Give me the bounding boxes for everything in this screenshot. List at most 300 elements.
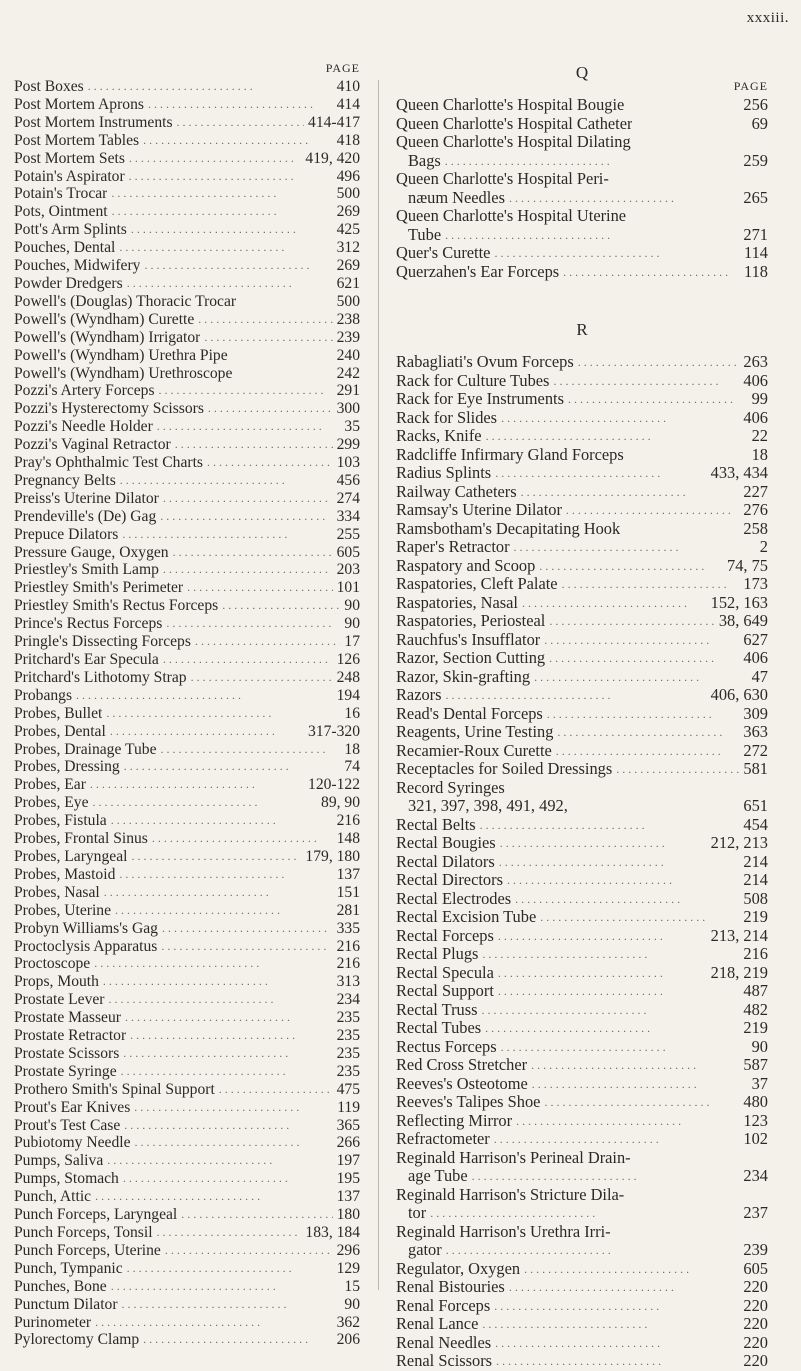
entry-name: Post Boxes	[14, 78, 84, 95]
entry-name: Renal Scissors	[396, 1352, 493, 1370]
index-entry	[396, 1130, 768, 1149]
index-entry	[396, 612, 768, 631]
leader-dots	[482, 945, 739, 964]
entry-name: Rectal Tubes	[396, 1019, 482, 1037]
leader-dots	[547, 705, 740, 724]
entry-name: Prostate Retractor	[14, 1027, 127, 1045]
entry-page: 276	[743, 500, 768, 519]
leader-dots	[123, 1170, 333, 1188]
index-entry	[14, 78, 360, 96]
entry-page: 35	[344, 418, 360, 436]
entry-name: Pritchard's Lithotomy Strap	[14, 668, 187, 686]
leader-dots	[127, 275, 333, 293]
entry-page: 220	[743, 1351, 768, 1370]
entry-name: Tube	[408, 225, 442, 244]
entry-page: 234	[743, 1166, 768, 1185]
entry-page: 313	[336, 973, 360, 991]
index-entry	[14, 382, 360, 400]
index-entry	[14, 848, 360, 866]
index-entry	[396, 575, 768, 594]
leader-dots	[159, 382, 333, 400]
entry-name: Renal Lance	[396, 1315, 479, 1333]
index-entry	[14, 794, 360, 812]
entry-page: 239	[743, 1240, 768, 1259]
index-entry	[14, 597, 360, 615]
entry-name: Prostate Masseur	[14, 1009, 121, 1027]
entry-page: 216	[336, 937, 360, 955]
entry-name: Pray's Ophthalmic Test Charts	[14, 454, 203, 472]
index-entry	[396, 390, 768, 409]
index-entry	[14, 1134, 360, 1152]
entry-name: Rectal Dilators	[396, 852, 495, 871]
leader-dots	[524, 1260, 739, 1279]
entry-name: Rack for Slides	[396, 408, 498, 427]
entry-name: Read's Dental Forceps	[396, 704, 543, 723]
index-entry	[396, 464, 768, 483]
entry-name: Pumps, Saliva	[14, 1152, 104, 1170]
page-number: xxxiii.	[746, 10, 789, 26]
index-entry	[396, 1075, 768, 1094]
leader-dots	[163, 651, 333, 669]
entry-name: Pubiotomy Needle	[14, 1134, 131, 1152]
index-entry	[14, 902, 360, 920]
index-entry	[14, 454, 360, 472]
leader-dots	[219, 1081, 333, 1099]
entry-page: 309	[743, 703, 768, 723]
entry-name: Probes, Bullet	[14, 704, 103, 722]
entry-page: 212, 213	[710, 833, 768, 852]
index-entry	[396, 1019, 768, 1038]
entry-name: age Tube	[408, 1167, 468, 1185]
index-entry	[14, 275, 360, 293]
entry-page: 90	[344, 597, 360, 615]
entry-page: 180	[336, 1206, 360, 1224]
entry-page: 266	[336, 1134, 360, 1152]
index-entry	[396, 1204, 768, 1223]
index-entry	[14, 221, 360, 239]
entry-name: Regulator, Oxygen	[396, 1259, 521, 1278]
entry-name: Railway Catheters	[396, 482, 517, 501]
entry-page: 114	[744, 243, 768, 262]
index-entry	[396, 372, 768, 391]
index-entry	[396, 834, 768, 853]
leader-dots	[544, 631, 739, 650]
index-entry	[396, 945, 768, 964]
entry-page: 500	[336, 292, 360, 310]
entry-page: 74	[344, 758, 360, 776]
entry-name: Reginald Harrison's Urethra Irri-	[396, 1222, 611, 1241]
index-entry	[14, 1117, 360, 1135]
entry-page: 118	[744, 261, 768, 281]
index-entry	[396, 668, 768, 687]
index-entry	[14, 293, 360, 311]
entry-name: Probes, Laryngeal	[14, 847, 128, 865]
entry-page: 90	[751, 1036, 768, 1056]
leader-dots	[165, 1242, 333, 1260]
leader-dots	[111, 1278, 341, 1296]
entry-page: 102	[743, 1129, 768, 1148]
index-entry	[14, 114, 360, 132]
entry-name: Priestley Smith's Rectus Forceps	[14, 597, 219, 615]
index-entry	[14, 776, 360, 794]
entry-page: 234	[336, 991, 360, 1009]
leader-dots	[540, 908, 739, 927]
leader-dots	[514, 538, 756, 557]
entry-page: 272	[743, 740, 768, 760]
entry-page: 90	[344, 615, 360, 633]
entry-name: Rectal Truss	[396, 1000, 478, 1019]
index-entry	[396, 964, 768, 983]
entry-page: 220	[743, 1295, 768, 1315]
entry-name: Rectal Specula	[396, 963, 494, 982]
index-entry	[396, 1223, 768, 1242]
entry-name: Rack for Culture Tubes	[396, 371, 550, 390]
leader-dots	[500, 834, 707, 853]
entry-page: 406	[743, 648, 768, 667]
entry-page: 235	[336, 1027, 360, 1045]
entry-name: Renal Needles	[396, 1333, 492, 1352]
entry-name: Queen Charlotte's Hospital Bougie	[396, 96, 625, 114]
leader-dots	[562, 575, 740, 594]
leader-dots	[472, 1167, 740, 1186]
leader-dots	[129, 168, 333, 186]
index-entry	[396, 1001, 768, 1020]
entry-name: Raspatories, Cleft Palate	[396, 575, 558, 593]
entry-name: 321, 397, 398, 491, 492,	[408, 797, 568, 815]
entry-name: Raspatories, Nasal	[396, 593, 518, 612]
entry-page: 406	[743, 407, 768, 427]
index-entry	[396, 446, 768, 465]
entry-page: 317-320	[308, 722, 360, 740]
index-entry	[14, 633, 360, 651]
section-letter-r: R	[576, 320, 588, 339]
entry-page: 258	[743, 518, 768, 538]
entry-name: gator	[408, 1241, 442, 1259]
index-entry	[14, 418, 360, 436]
leader-dots	[115, 902, 333, 920]
entry-name: Probangs	[14, 686, 73, 704]
entry-name: Powell's (Wyndham) Urethroscope	[14, 364, 233, 382]
entry-page: 433, 434	[710, 463, 768, 482]
index-entry	[396, 705, 768, 724]
entry-page: 312	[336, 239, 360, 257]
leader-dots	[157, 1224, 302, 1242]
leader-dots	[111, 185, 332, 203]
entry-page: 256	[743, 95, 768, 114]
leader-dots	[566, 501, 739, 520]
leader-dots	[480, 816, 740, 835]
index-entry	[14, 526, 360, 544]
entry-name: Raper's Retractor	[396, 538, 510, 556]
leader-dots	[430, 1204, 739, 1223]
leader-dots	[549, 612, 715, 631]
section-letter-q: Q	[575, 63, 589, 82]
entry-page: 482	[743, 999, 768, 1019]
index-entry	[396, 871, 768, 890]
entry-page: 195	[336, 1170, 360, 1188]
index-entry	[14, 347, 360, 365]
entry-page: 227	[743, 481, 768, 501]
leader-dots	[181, 1206, 332, 1224]
entry-page: 410	[336, 78, 360, 95]
entry-name: Pott's Arm Splints	[14, 221, 127, 239]
leader-dots	[163, 490, 333, 508]
index-entry	[396, 1278, 768, 1297]
index-entry	[396, 1315, 768, 1334]
entry-page: 179, 180	[305, 847, 360, 865]
index-entry	[14, 544, 360, 562]
entry-page: 627	[743, 629, 768, 649]
index-entry	[396, 501, 768, 520]
index-entry	[14, 1063, 360, 1081]
leader-dots	[119, 239, 332, 257]
entry-page: 605	[336, 543, 360, 561]
leader-dots	[110, 723, 304, 741]
index-entry	[14, 1009, 360, 1027]
index-entry	[14, 884, 360, 902]
entry-name: Rectal Plugs	[396, 945, 479, 963]
entry-name: Rectal Forceps	[396, 926, 494, 945]
index-entry	[396, 483, 768, 502]
entry-name: Powell's (Wyndham) Curette	[14, 310, 195, 328]
entry-name: Pregnancy Belts	[14, 471, 116, 489]
index-entry	[14, 615, 360, 633]
leader-dots	[148, 96, 333, 114]
leader-dots	[549, 649, 739, 668]
index-entry	[14, 938, 360, 956]
leader-dots	[496, 1352, 739, 1371]
entry-page: 15	[344, 1277, 360, 1295]
leader-dots	[143, 1331, 332, 1349]
leader-dots	[163, 561, 333, 579]
entry-page: 335	[336, 919, 360, 937]
leader-dots	[95, 1314, 333, 1332]
entry-name: Punctum Dilator	[14, 1295, 118, 1313]
leader-dots	[144, 257, 332, 275]
leader-dots	[112, 203, 333, 221]
leader-dots	[445, 152, 740, 171]
index-entry	[396, 170, 768, 189]
entry-name: Pouches, Midwifery	[14, 257, 141, 275]
entry-page: 425	[336, 221, 360, 239]
leader-dots	[166, 615, 340, 633]
entry-page: 621	[336, 274, 360, 292]
entry-page: 101	[336, 579, 360, 597]
entry-page: 334	[336, 507, 360, 525]
index-entry	[396, 427, 768, 446]
entry-page: 235	[336, 1044, 360, 1062]
entry-page: 238	[336, 310, 360, 328]
entry-name: Prout's Ear Knives	[14, 1098, 131, 1116]
leader-dots	[482, 1001, 740, 1020]
index-entry	[396, 816, 768, 835]
entry-page: 274	[336, 489, 360, 507]
leader-dots	[507, 871, 739, 890]
leader-dots	[109, 991, 333, 1009]
right-column	[396, 58, 768, 1371]
entry-name: Punch, Tympanic	[14, 1259, 123, 1277]
leader-dots	[120, 472, 333, 490]
index-entry	[14, 239, 360, 257]
entry-name: tor	[408, 1204, 427, 1222]
entry-name: Props, Mouth	[14, 973, 99, 991]
entry-page: 263	[743, 352, 768, 371]
entry-page: 487	[743, 981, 768, 1000]
index-entry	[14, 1045, 360, 1063]
index-entry	[14, 96, 360, 114]
index-entry	[14, 991, 360, 1009]
leader-dots	[544, 1093, 739, 1112]
entry-page: 220	[743, 1332, 768, 1352]
entry-page: 152, 163	[710, 592, 768, 612]
leader-dots	[521, 483, 740, 502]
entry-name: Rectal Bougies	[396, 834, 496, 852]
entry-name: Post Mortem Aprons	[14, 95, 144, 113]
index-entry	[14, 687, 360, 705]
entry-page: 89, 90	[321, 794, 360, 812]
leader-dots	[175, 436, 333, 454]
entry-name: Queen Charlotte's Hospital Uterine	[396, 207, 627, 225]
index-entry	[14, 741, 360, 759]
entry-name: Probes, Nasal	[14, 883, 100, 901]
entry-page: 587	[743, 1055, 768, 1074]
entry-page: 18	[344, 740, 360, 758]
entry-name: Razor, Skin-grafting	[396, 667, 531, 686]
entry-page: 240	[336, 346, 360, 364]
entry-page: 213, 214	[710, 925, 768, 945]
entry-name: Prout's Test Case	[14, 1116, 121, 1134]
entry-name: Probes, Frontal Sinus	[14, 830, 148, 848]
entry-name: Reflecting Mirror	[396, 1111, 513, 1130]
left-page-header: PAGE	[325, 61, 360, 75]
entry-page: 365	[336, 1116, 360, 1134]
leader-dots	[94, 955, 332, 973]
index-entry	[14, 257, 360, 275]
entry-page: 500	[336, 185, 360, 203]
entry-page: 214	[743, 870, 768, 889]
entry-page: 90	[344, 1295, 360, 1313]
entry-page: 2	[759, 537, 768, 556]
left-column	[14, 58, 360, 1349]
index-entry	[396, 1112, 768, 1131]
leader-dots	[515, 890, 739, 909]
index-entry	[396, 1260, 768, 1279]
entry-name: Rectal Electrodes	[396, 889, 512, 908]
index-entry	[14, 400, 360, 418]
q-entry-list	[396, 96, 768, 281]
index-entry	[396, 1352, 768, 1371]
leader-dots	[498, 982, 740, 1001]
leader-dots	[106, 705, 340, 723]
entry-name: Reeves's Talipes Shoe	[396, 1093, 541, 1111]
leader-dots	[191, 669, 333, 687]
leader-dots	[157, 418, 341, 436]
entry-page: 137	[336, 1188, 360, 1206]
entry-page: 119	[337, 1098, 360, 1116]
index-entry	[14, 150, 360, 168]
index-entry	[14, 866, 360, 884]
leader-dots	[123, 1045, 332, 1063]
entry-page: 406	[743, 370, 768, 390]
entry-name: Reeves's Osteotome	[396, 1074, 528, 1093]
entry-name: Probes, Dental	[14, 722, 106, 740]
leader-dots	[187, 579, 332, 597]
index-entry	[14, 830, 360, 848]
leader-dots	[522, 594, 707, 613]
entry-page: 581	[743, 759, 768, 778]
leader-dots	[534, 668, 748, 687]
entry-page: 22	[751, 426, 768, 445]
index-entry	[14, 490, 360, 508]
index-entry	[396, 779, 768, 798]
index-entry	[14, 1242, 360, 1260]
entry-page: 214	[743, 851, 768, 871]
entry-name: Pritchard's Ear Specula	[14, 651, 159, 668]
entry-page: 103	[336, 454, 360, 472]
leader-dots	[124, 1117, 332, 1135]
leader-dots	[499, 853, 740, 872]
entry-name: Probes, Dressing	[14, 758, 120, 776]
entry-name: Punch Forceps, Tonsil	[14, 1224, 153, 1241]
entry-name: Prostate Syringe	[14, 1062, 117, 1080]
index-entry	[14, 1027, 360, 1045]
leader-dots	[494, 244, 740, 263]
entry-name: Potain's Trocar	[14, 185, 108, 203]
index-entry	[14, 1099, 360, 1117]
index-entry	[396, 96, 768, 115]
entry-name: Pringle's Dissecting Forceps	[14, 633, 191, 651]
entry-name: Prothero Smith's Spinal Support	[14, 1080, 215, 1098]
entry-name: Prince's Rectus Forceps	[14, 615, 163, 633]
index-entry	[396, 631, 768, 650]
entry-page: 475	[336, 1080, 360, 1098]
entry-page: 137	[336, 865, 360, 883]
leader-dots	[207, 454, 333, 472]
leader-dots	[485, 1019, 739, 1038]
entry-page: 296	[336, 1241, 360, 1259]
entry-page: 216	[336, 812, 360, 830]
leader-dots	[107, 1152, 332, 1170]
entry-name: Querzahen's Ear Forceps	[396, 262, 560, 281]
index-entry	[396, 1186, 768, 1205]
entry-page: 406, 630	[710, 685, 768, 704]
entry-page: 508	[743, 888, 768, 908]
leader-dots	[173, 544, 333, 562]
index-entry	[14, 579, 360, 597]
index-entry	[14, 508, 360, 526]
entry-page: 291	[336, 382, 360, 400]
leader-dots	[208, 400, 333, 418]
leader-dots	[531, 1056, 739, 1075]
index-entry	[14, 365, 360, 383]
index-entry	[14, 203, 360, 221]
entry-name: Powell's (Wyndham) Irrigator	[14, 328, 201, 346]
index-entry	[396, 723, 768, 742]
entry-name: Probyn Williams's Gag	[14, 919, 158, 937]
entry-page: 151	[336, 883, 360, 901]
entry-page: 235	[336, 1062, 360, 1080]
entry-name: Record Syringes	[396, 778, 505, 797]
entry-page: 605	[743, 1258, 768, 1278]
entry-page: 239	[336, 328, 360, 346]
leader-dots	[127, 1260, 333, 1278]
entry-page: 414-417	[308, 113, 360, 131]
index-entry	[14, 812, 360, 830]
entry-page: 129	[336, 1259, 360, 1277]
leader-dots	[130, 1027, 332, 1045]
leader-dots	[131, 221, 333, 239]
entry-page: 206	[336, 1331, 360, 1349]
